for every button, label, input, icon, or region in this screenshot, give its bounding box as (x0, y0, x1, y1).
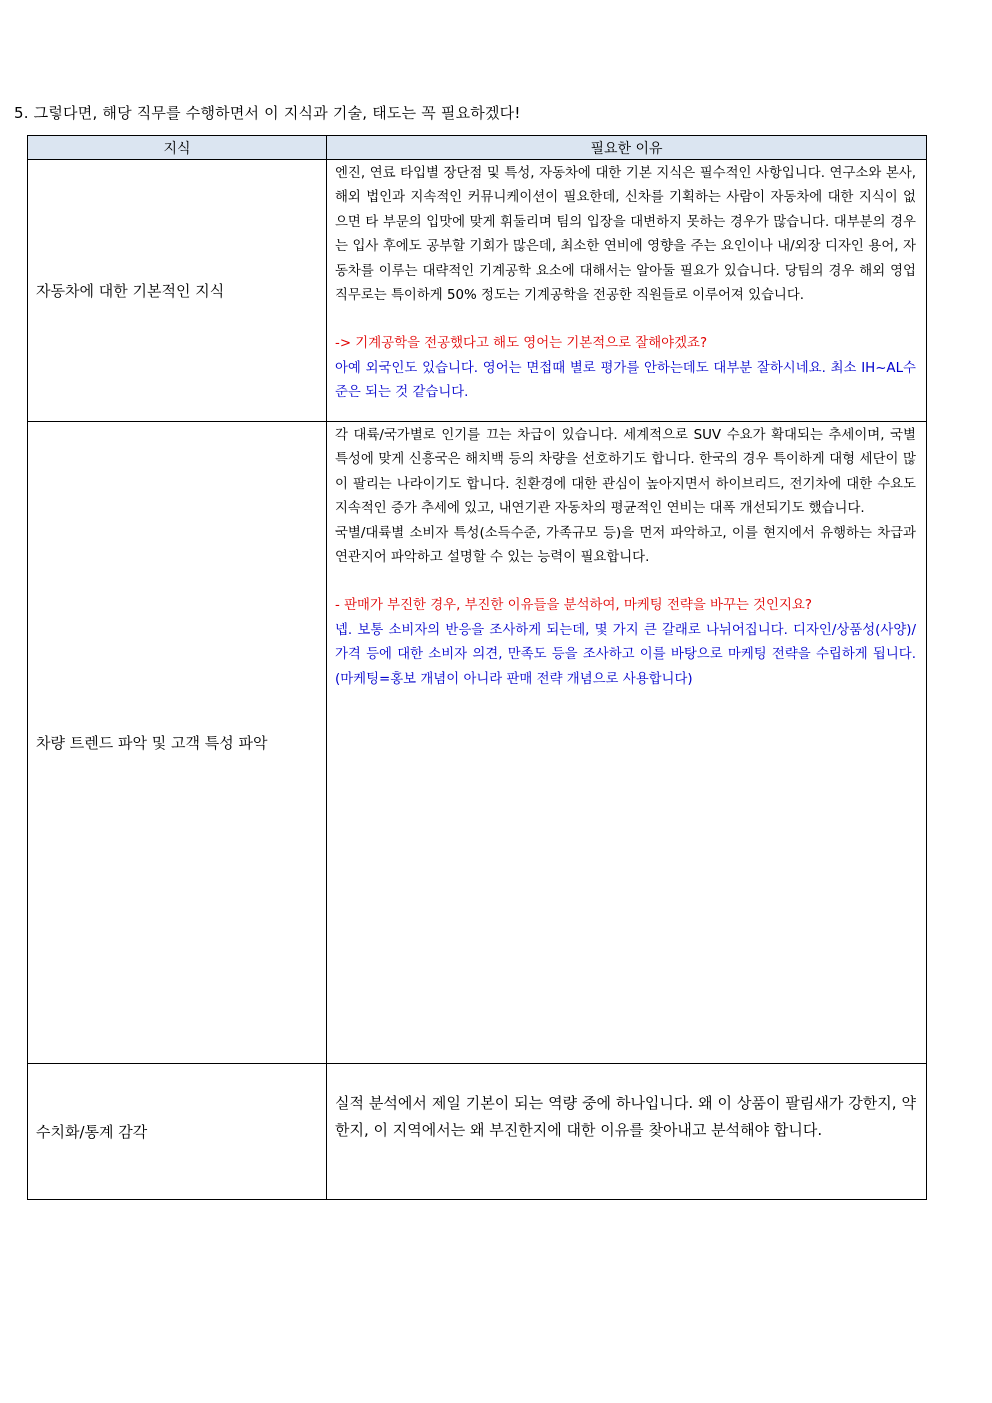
interview-question: - 판매가 부진한 경우, 부진한 이유들을 분석하여, 마케팅 전략을 바꾸는 것인지요? (335, 598, 812, 614)
knowledge-table (27, 135, 927, 1200)
table-row (28, 422, 927, 1064)
row-label: 수치화/통계 감각 (28, 1064, 327, 1200)
table-row (28, 160, 927, 422)
row-label: 자동차에 대한 기본적인 지식 (28, 160, 327, 422)
table-header-row (28, 136, 927, 160)
row-body-text: 실적 분석에서 제일 기본이 되는 역량 중에 하나입니다. 왜 이 상품이 팔림새가 강한지, 약한지, 이 지역에서는 왜 부진한지에 대한 이유를 찾아내고 분석해야 합니다. (335, 1094, 916, 1139)
interview-answer: 아예 외국인도 있습니다. 영어는 면접때 별로 평가를 안하는데도 대부분 잘하시네요. 최소 IH~AL수준은 되는 것 같습니다. (335, 360, 916, 401)
row-body-text-2: 국별/대륙별 소비자 특성(소득수준, 가족규모 등)을 먼저 파악하고, 이를 현지에서 유행하는 차급과 연관지어 파악하고 설명할 수 있는 능력이 필요합니다. (335, 525, 916, 566)
row-body-text: 엔진, 연료 타입별 장단점 및 특성, 자동차에 대한 기본 지식은 필수적인 사항입니다. 연구소와 본사, 해외 법인과 지속적인 커뮤니케이션이 필요한데, 신차를 기획하는 사람이 자동차에 대한 지식이 없으면 타 부문의 입맛에 맞게 휘둘리며 팀의 입장을 대변하지 못하는 경우가 많습니다. 대부분의 경우는 입사 후에도 공부할 기회가 많은데, 최소한 연비에 영향을 주는 요인이나 내/외장 디자인 용어, 자동차를 이루는 대략적인 기계공학 요소에 대해서는 알아둘 필요가 있습니다. 당팀의 경우 해외 영업 직무로는 특이하게 50% 정도는 기계공학을 전공한 직원들로 이루어져 있습니다. (335, 166, 916, 304)
section-heading: 5. 그렇다면, 해당 직무를 수행하면서 이 지식과 기술, 태도는 꼭 필요하겠다! (14, 104, 521, 122)
table-row (28, 1064, 927, 1200)
header-reason: 필요한 이유 (327, 136, 927, 160)
row-content (327, 422, 927, 1064)
row-content (327, 1064, 927, 1200)
interview-answer: 넵. 보통 소비자의 반응을 조사하게 되는데, 몇 가지 큰 갈래로 나뉘어집니다. 디자인/상품성(사양)/가격 등에 대한 소비자 의견, 만족도 등을 조사하고 이를 바탕으로 마케팅 전략을 수립하게 됩니다.(마케팅=홍보 개념이 아니라 판매 전략 개념으로 사용합니다) (335, 622, 916, 687)
row-body-text: 각 대륙/국가별로 인기를 끄는 차급이 있습니다. 세계적으로 SUV 수요가 확대되는 추세이며, 국별 특성에 맞게 신흥국은 해치백 등의 차량을 선호하기도 합니다. 한국의 경우 특이하게 대형 세단이 많이 팔리는 나라이기도 합니다. 친환경에 대한 관심이 높아지면서 하이브리드, 전기차에 대한 수요도 지속적인 증가 추세에 있고, 내연기관 자동차의 평균적인 연비는 대폭 개선되기도 했습니다. (335, 428, 916, 517)
row-content (327, 160, 927, 422)
header-knowledge: 지식 (28, 136, 327, 160)
interview-question: -> 기계공학을 전공했다고 해도 영어는 기본적으로 잘해야겠죠? (335, 336, 708, 352)
row-label: 차량 트렌드 파악 및 고객 특성 파악 (28, 422, 327, 1064)
